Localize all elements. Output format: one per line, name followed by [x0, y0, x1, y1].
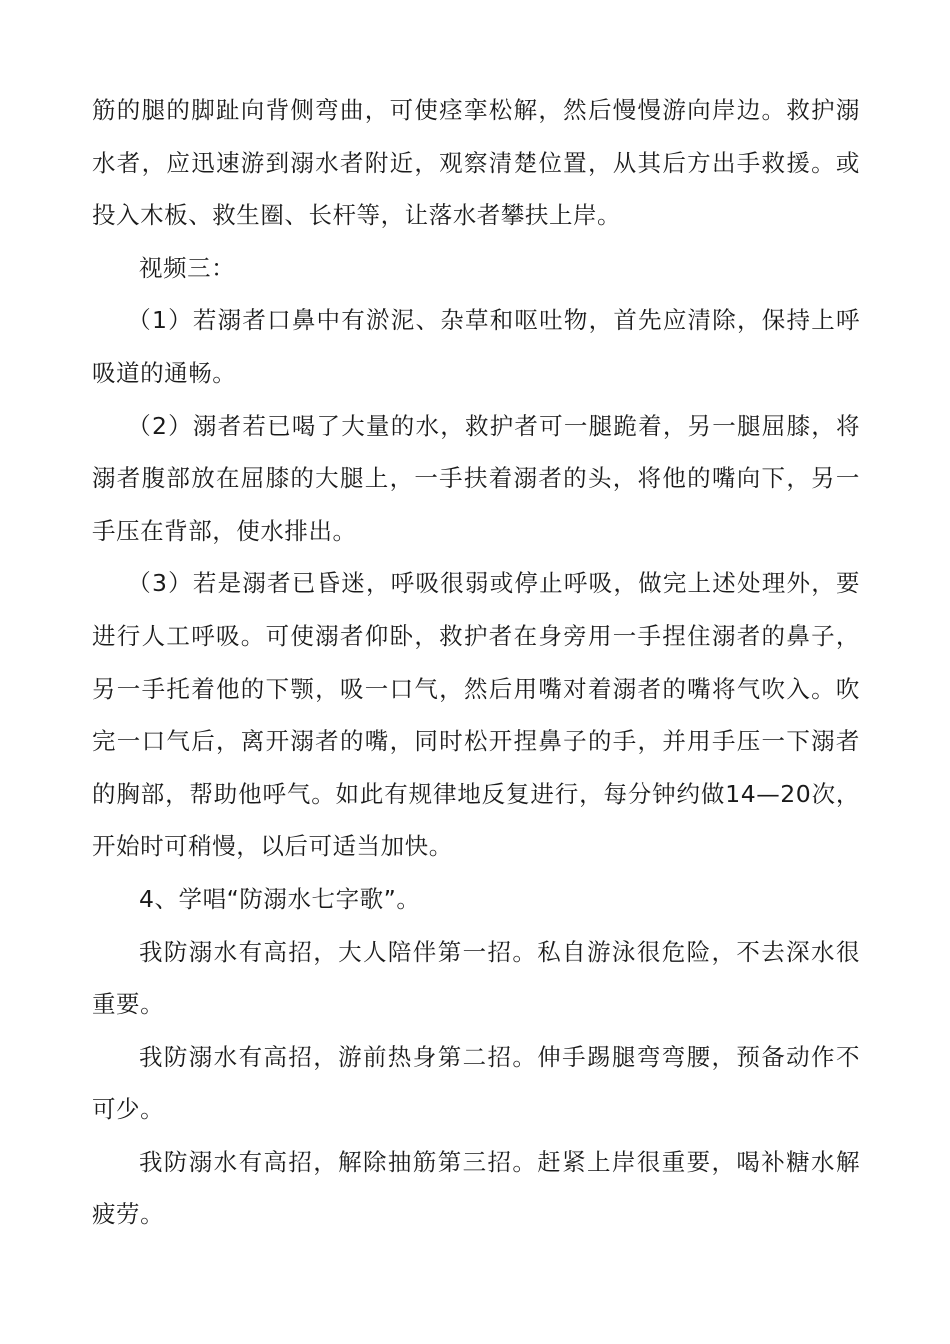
paragraph-step-1: （1）若溺者口鼻中有淤泥、杂草和呕吐物，首先应清除，保持上呼吸道的通畅。 [92, 306, 860, 387]
paragraph-continued-rescue: 筋的腿的脚趾向背侧弯曲，可使痉挛松解，然后慢慢游向岸边。救护溺水者，应迅速游到溺水者附近，观察清楚位置，从其后方出手救援。或投入木板、救生圈、长杆等，让落水者攀扶上岸。 [92, 96, 860, 230]
paragraph-song-heading: 4、学唱“防溺水七字歌”。 [139, 884, 421, 913]
paragraph-song-verse-2: 我防溺水有高招，游前热身第二招。伸手踢腿弯弯腰，预备动作不可少。 [92, 1042, 860, 1124]
paragraph-song-verse-1: 我防溺水有高招，大人陪伴第一招。私自游泳很危险，不去深水很重要。 [92, 937, 860, 1019]
paragraph-step-3: （3）若是溺者已昏迷，呼吸很弱或停止呼吸，做完上述处理外，要进行人工呼吸。可使溺者仰卧，救护者在身旁用一手捏住溺者的鼻子，另一手托着他的下颚，吸一口气，然后用嘴对着溺者的嘴将气吹入。吹完一口气后，离开溺者的嘴，同时松开捏鼻子的手，并用手压一下溺者的胸部，帮助他呼气。如此有规律地反复进行，每分钟约做14—20次，开始时可稍慢，以后可适当加快。 [92, 569, 860, 861]
paragraph-video-three-heading: 视频三： [139, 253, 236, 282]
paragraph-song-verse-3: 我防溺水有高招，解除抽筋第三招。赶紧上岸很重要，喝补糖水解疲劳。 [92, 1147, 860, 1229]
paragraph-step-2: （2）溺者若已喝了大量的水，救护者可一腿跪着，另一腿屈膝，将溺者腹部放在屈膝的大腿上，一手扶着溺者的头，将他的嘴向下，另一手压在背部，使水排出。 [92, 411, 860, 545]
document-page [92, 84, 860, 1241]
